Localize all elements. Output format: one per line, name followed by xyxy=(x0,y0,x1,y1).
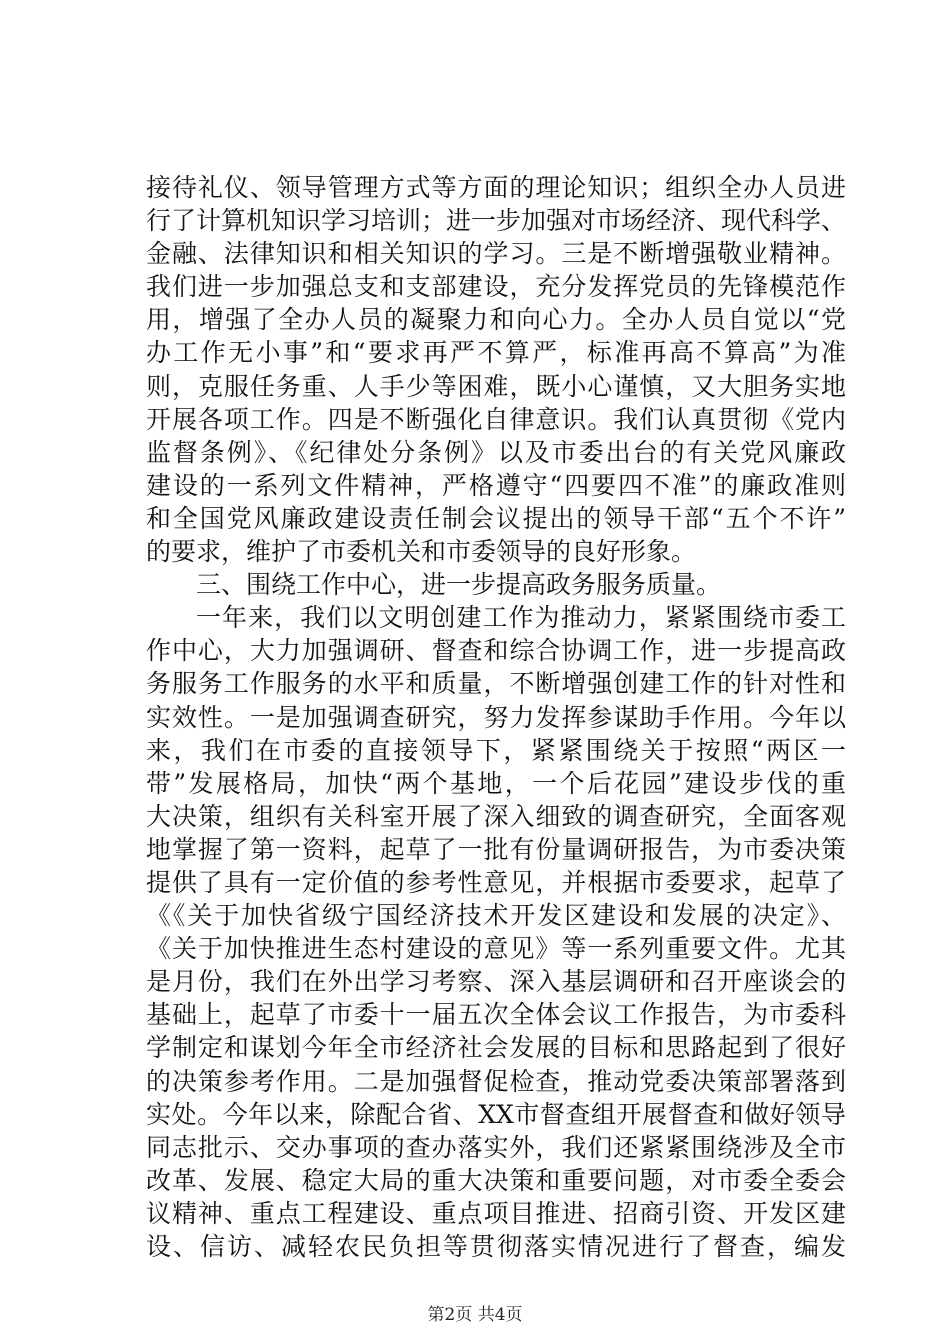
text-line: 大决策，组织有关科室开展了深入细致的调查研究，全面客观 xyxy=(146,801,846,831)
text-line: 我们进一步加强总支和支部建设，充分发挥党员的先锋模范作 xyxy=(146,272,846,302)
text-line: 学制定和谋划今年全市经济社会发展的目标和思路起到了很好 xyxy=(146,1033,846,1063)
text-line: 作中心，大力加强调研、督查和综合协调工作，进一步提高政 xyxy=(146,636,846,666)
text-line: 务服务工作服务的水平和质量，不断增强创建工作的针对性和 xyxy=(146,669,846,699)
text-line: 是月份，我们在外出学习考察、深入基层调研和召开座谈会的 xyxy=(146,967,846,997)
section-heading: 三、围绕工作中心，进一步提高政务服务质量。 xyxy=(196,570,722,600)
text-line: 和全国党风廉政建设责任制会议提出的领导干部“五个不许” xyxy=(146,503,846,533)
text-line: 则，克服任务重、人手少等困难，既小心谨慎，又大胆务实地 xyxy=(146,371,846,401)
text-line: 提供了具有一定价值的参考性意见，并根据市委要求，起草了 xyxy=(146,867,846,897)
text-line: 基础上，起草了市委十一届五次全体会议工作报告，为市委科 xyxy=(146,1000,846,1030)
text-line: 地掌握了第一资料，起草了一批有份量调研报告，为市委决策 xyxy=(146,834,846,864)
text-line: 带”发展格局，加快“两个基地，一个后花园”建设步伐的重 xyxy=(146,768,846,798)
text-line: 办工作无小事”和“要求再严不算严，标准再高不算高”为准 xyxy=(146,338,846,368)
text-line: 的决策参考作用。二是加强督促检查，推动党委决策部署落到 xyxy=(146,1066,846,1096)
text-line: 设、信访、减轻农民负担等贯彻落实情况进行了督查，编发 xyxy=(146,1232,846,1261)
text-line: 同志批示、交办事项的查办落实外，我们还紧紧围绕涉及全市 xyxy=(146,1132,846,1162)
text-line: 的要求，维护了市委机关和市委领导的良好形象。 xyxy=(146,537,697,567)
text-line: 监督条例》、《纪律处分条例》以及市委出台的有关党风廉政 xyxy=(146,437,846,467)
text-line: 来，我们在市委的直接领导下，紧紧围绕关于按照“两区一 xyxy=(146,735,846,765)
text-line: 建设的一系列文件精神，严格遵守“四要四不准”的廉政准则 xyxy=(146,470,846,500)
body-text xyxy=(146,171,846,1263)
text-line: 《关于加快推进生态村建设的意见》等一系列重要文件。尤其 xyxy=(146,934,846,964)
text-line: 实效性。一是加强调查研究，努力发挥参谋助手作用。今年以 xyxy=(146,702,846,732)
text-line: 用，增强了全办人员的凝聚力和向心力。全办人员自觉以“党 xyxy=(146,305,846,335)
text-line: 议精神、重点工程建设、重点项目推进、招商引资、开发区建 xyxy=(146,1198,846,1228)
text-line: 改革、发展、稳定大局的重大决策和重要问题，对市委全委会 xyxy=(146,1165,846,1195)
text-line: 金融、法律知识和相关知识的学习。三是不断增强敬业精神。 xyxy=(146,239,846,269)
text-line: 实处。今年以来，除配合省、XX市督查组开展督查和做好领导 xyxy=(146,1099,846,1129)
text-line: 开展各项工作。四是不断强化自律意识。我们认真贯彻《党内 xyxy=(146,404,846,434)
page-number-footer: 第2页 共4页 xyxy=(427,1305,523,1325)
text-line: 《《关于加快省级宁国经济技术开发区建设和发展的决定》、 xyxy=(146,901,846,931)
text-line: 接待礼仪、领导管理方式等方面的理论知识；组织全办人员进 xyxy=(146,173,846,202)
text-line: 一年来，我们以文明创建工作为推动力，紧紧围绕市委工 xyxy=(196,603,846,633)
text-line: 行了计算机知识学习培训；进一步加强对市场经济、现代科学、 xyxy=(146,206,847,236)
